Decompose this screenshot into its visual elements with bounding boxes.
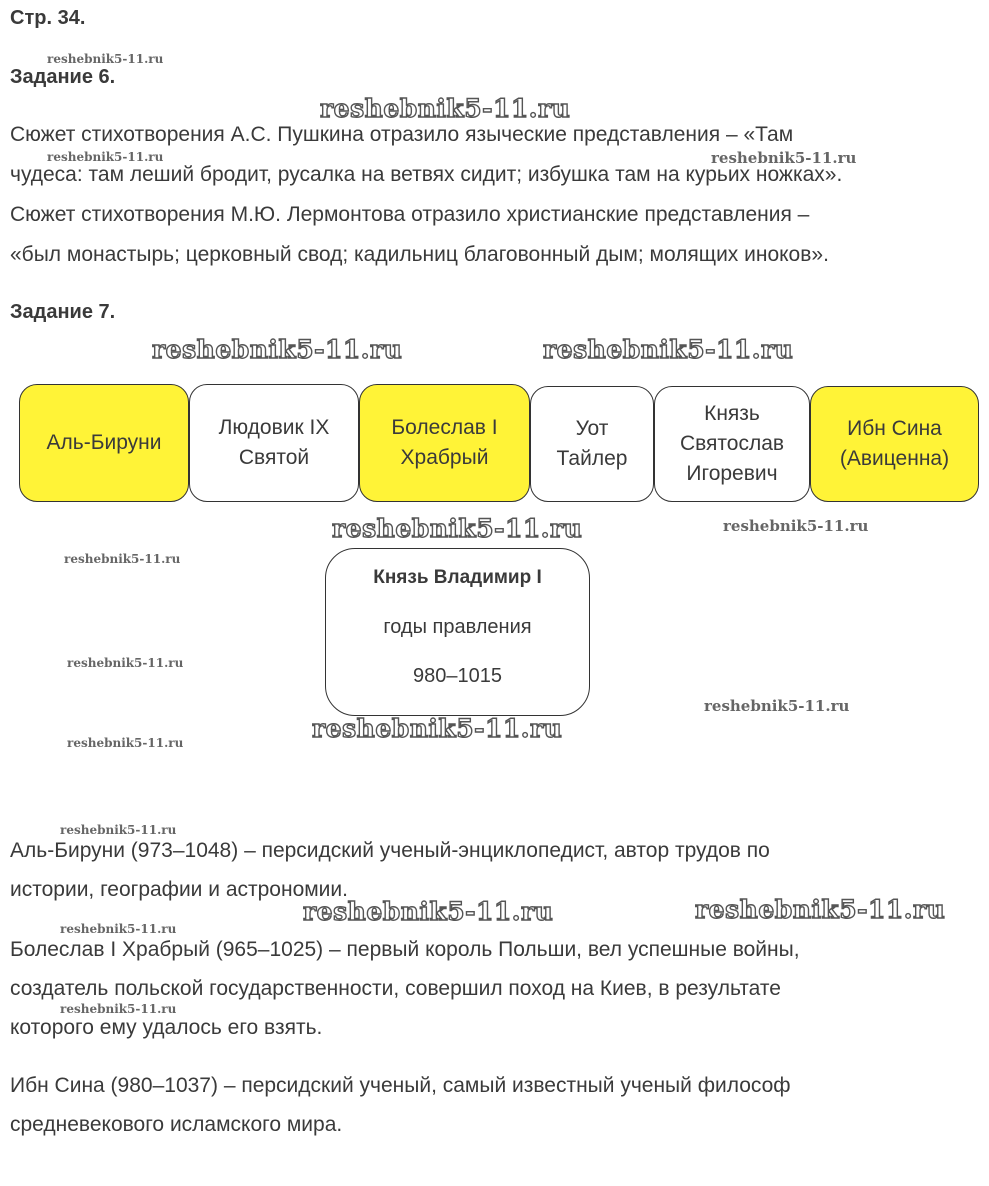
watermark: reshebnik5-11.ru [60,1002,177,1016]
note-line: средневекового исламского мира. [10,1113,343,1136]
box-wat-tyler [530,386,654,502]
vladimir-box [325,548,590,716]
watermark: reshebnik5-11.ru [64,552,181,566]
box-label: (Авиценна) [839,447,950,470]
note-line: которого ему удалось его взять. [10,1016,323,1039]
task6-heading: Задание 6. [10,66,116,88]
watermark: reshebnik5-11.ru [543,335,794,364]
note-line: создатель польской государственности, совершил поход на Киев, в результате [10,977,781,1000]
box-ludovik [189,384,359,502]
box-al-biruni [19,384,189,502]
note-line: Ибн Сина (980–1037) – персидский ученый, самый известный ученый философ [10,1074,791,1097]
box-boleslav [359,384,530,502]
box-label: Князь [704,402,760,425]
page-number: Стр. 34. [10,7,86,29]
watermark: reshebnik5-11.ru [152,335,403,364]
watermark: reshebnik5-11.ru [67,736,184,750]
box-label: Тайлер [556,447,628,470]
box-ibn-sina [810,386,979,502]
task6-line: Сюжет стихотворения А.С. Пушкина отразило языческие представления – «Там [10,123,794,146]
watermark: reshebnik5-11.ru [704,697,850,715]
box-label: Уот [575,417,609,440]
box-label: Храбрый [400,446,489,469]
watermark: reshebnik5-11.ru [695,895,946,924]
note-line: Аль-Бируни (973–1048) – персидский ученый-энциклопедист, автор трудов по [10,839,770,862]
watermark: reshebnik5-11.ru [303,897,554,926]
box-label: Людовик IX [218,416,330,439]
box-label: Святой [238,446,310,469]
watermark: reshebnik5-11.ru [312,714,563,743]
watermark: reshebnik5-11.ru [320,94,571,123]
watermark: reshebnik5-11.ru [47,52,164,66]
task7-heading: Задание 7. [10,301,116,323]
task6-line: чудеса: там леший бродит, русалка на ветвях сидит; избушка там на курьих ножках». [10,163,843,186]
task6-line: «был монастырь; церковный свод; кадильниц благовонный дым; молящих иноков». [10,243,829,266]
task6-line: Сюжет стихотворения М.Ю. Лермонтова отразило христианские представления – [10,203,810,226]
box-svyatoslav [654,386,810,502]
box-label: Игоревич [686,462,778,485]
box-label: Святослав [679,432,785,455]
watermark: reshebnik5-11.ru [67,656,184,670]
watermark: reshebnik5-11.ru [47,150,164,164]
watermark: reshebnik5-11.ru [711,149,857,167]
watermark: reshebnik5-11.ru [60,823,177,837]
vladimir-subtitle: годы правления [383,616,532,638]
box-label: Аль-Бируни [46,431,162,454]
note-line: истории, географии и астрономии. [10,878,348,901]
watermark: reshebnik5-11.ru [723,517,869,535]
box-label: Ибн Сина [847,417,942,440]
vladimir-title: Князь Владимир I [373,567,542,588]
watermark: reshebnik5-11.ru [60,922,177,936]
box-label: Болеслав I [391,416,498,439]
vladimir-years: 980–1015 [413,665,502,687]
watermark: reshebnik5-11.ru [332,514,583,543]
note-line: Болеслав I Храбрый (965–1025) – первый король Польши, вел успешные войны, [10,938,800,961]
